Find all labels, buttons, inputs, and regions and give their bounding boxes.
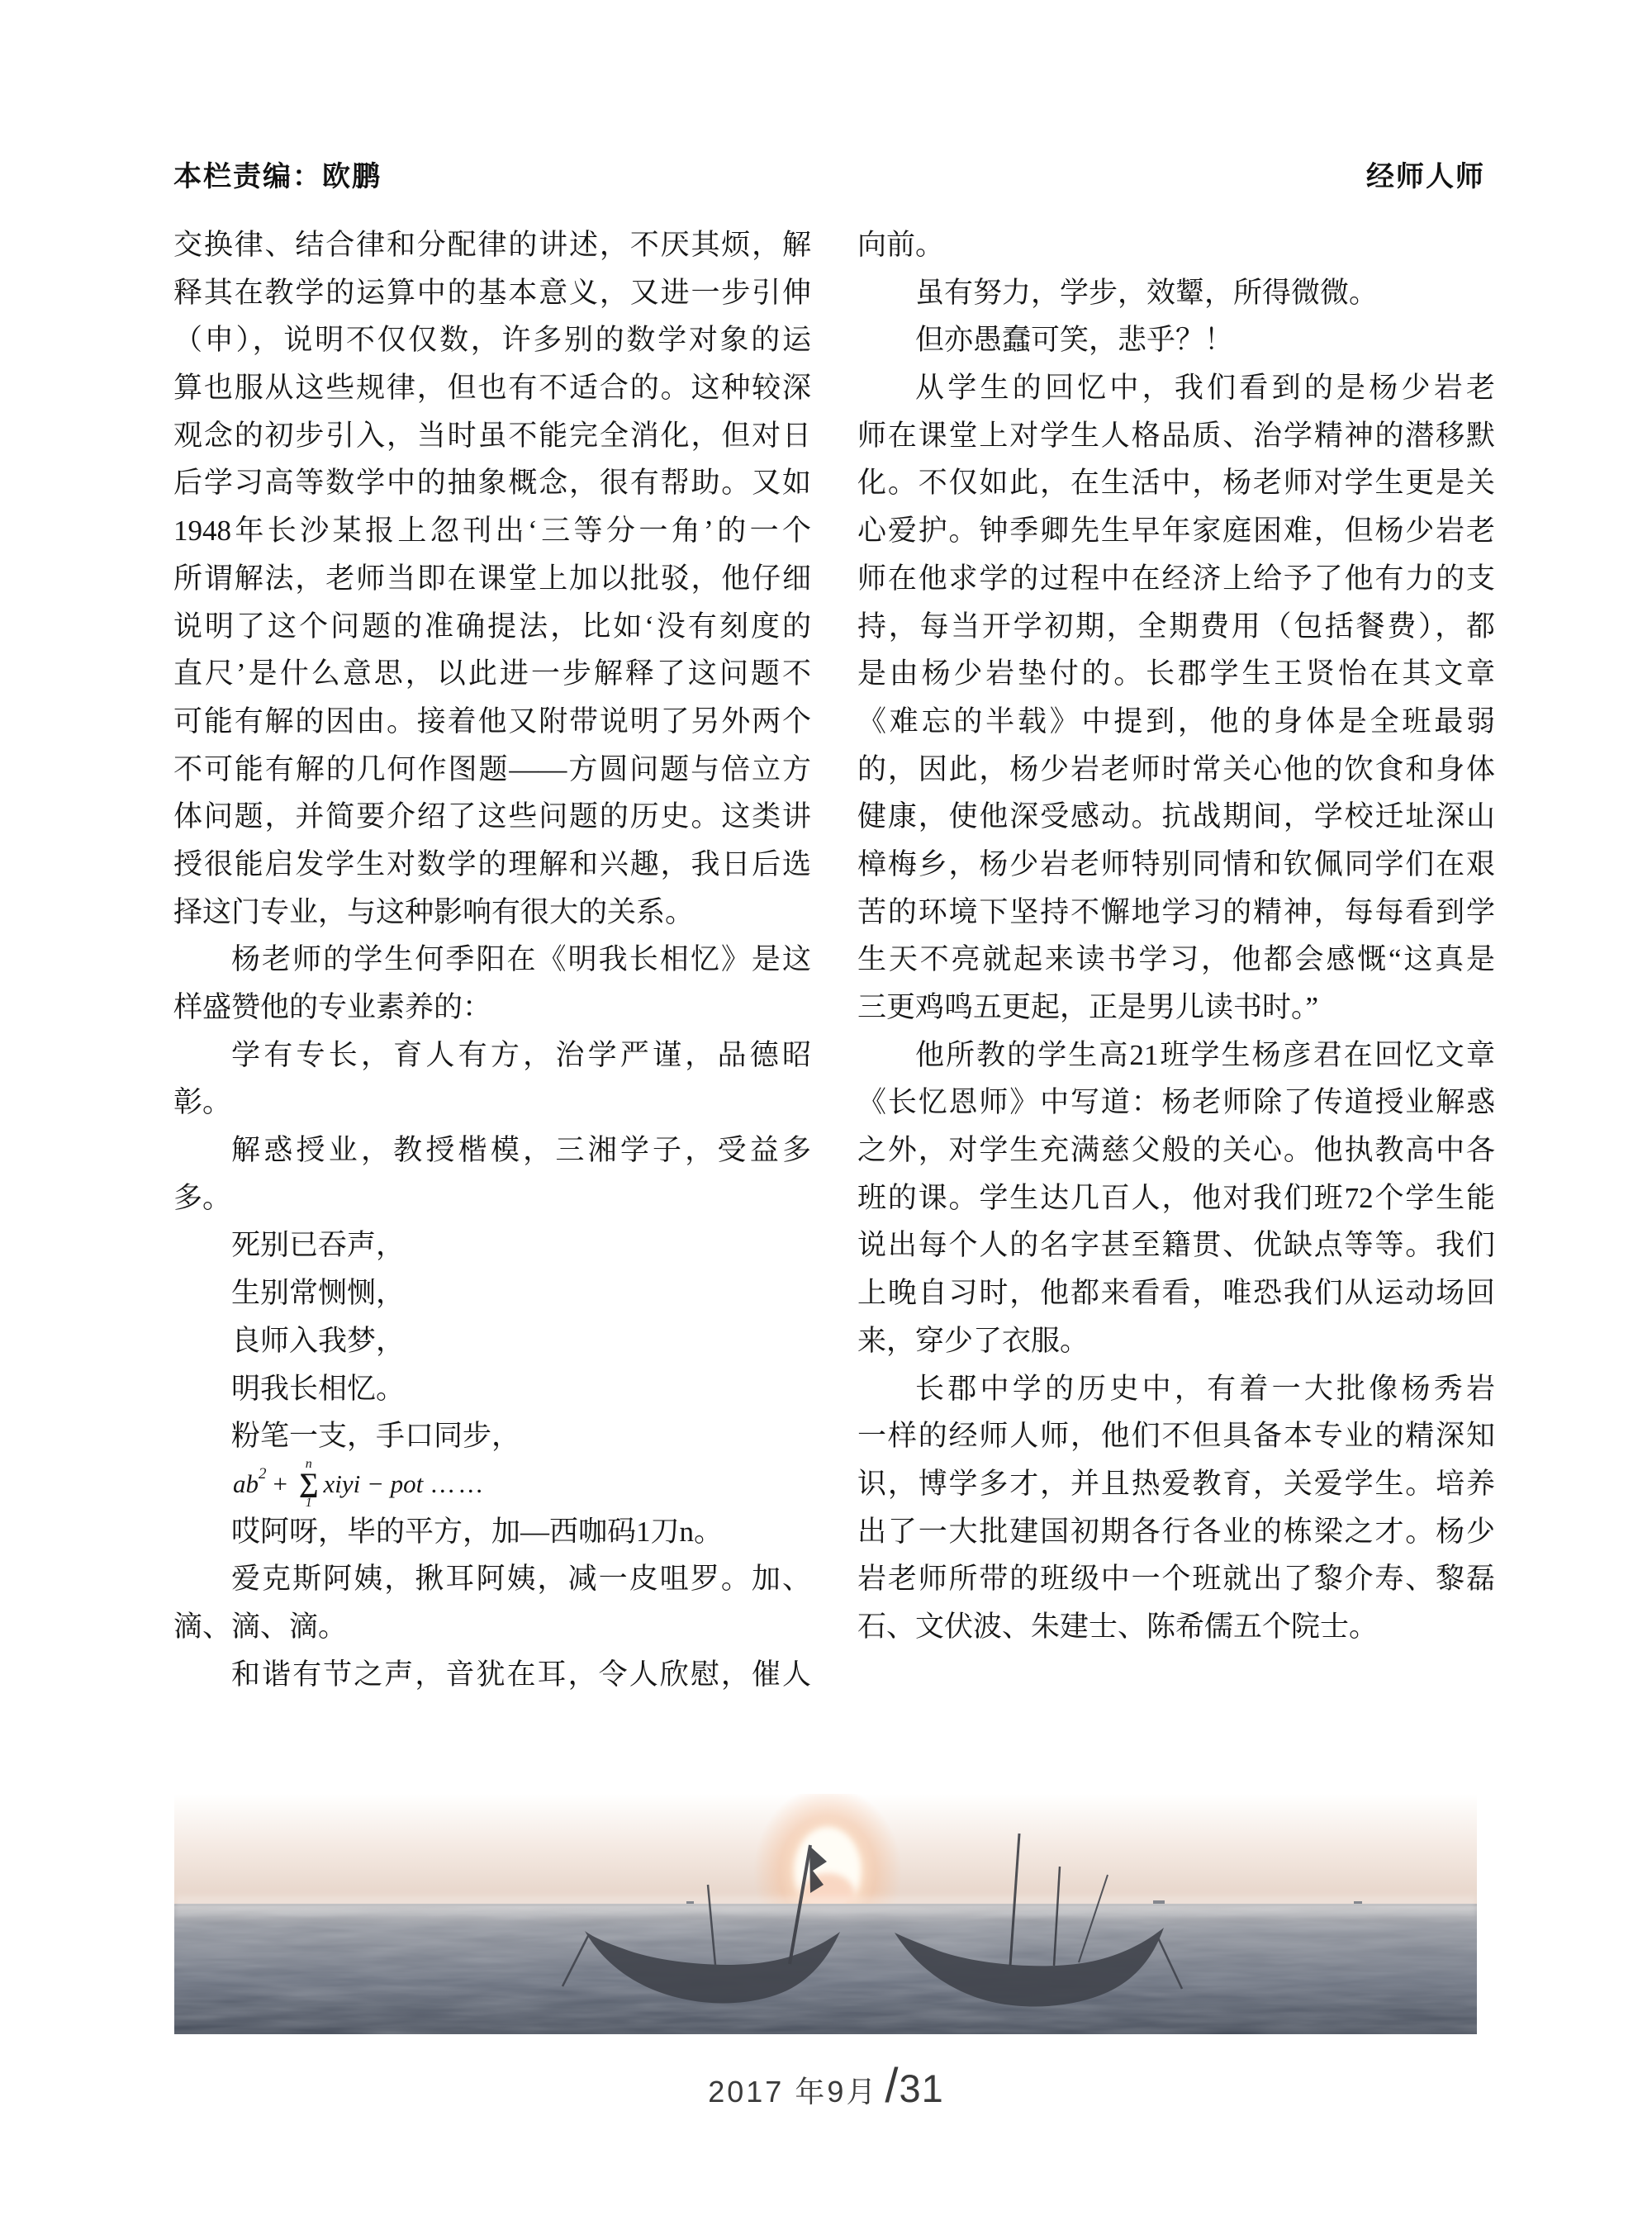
text-line: 一样的经师人师，他们不但具备本专业的精深知 (857, 1420, 1495, 1453)
footer-separator: / (885, 2059, 899, 2113)
text-line: 是由杨少岩垫付的。长郡学生王贤怡在其文章 (857, 657, 1495, 690)
text-line: 心爱护。钟季卿先生早年家庭困难，但杨少岩老 (857, 515, 1495, 548)
text-line: 直尺’是什么意思，以此进一步解释了这问题不 (173, 657, 811, 690)
text-line: 长郡中学的历史中，有着一大批像杨秀岩 (915, 1372, 1495, 1405)
text-line: 出了一大批建国初期各行各业的栋梁之才。杨少 (857, 1515, 1495, 1548)
formula-ellipsis: …… (430, 1468, 487, 1498)
page-footer (0, 2058, 1652, 2114)
text-line: 粉笔一支，手口同步， (231, 1420, 521, 1453)
text-line: 释其在教学的运算中的基本意义，又进一步引伸 (173, 276, 811, 309)
formula-term: xiyi − pot (323, 1468, 424, 1498)
text-line: （申），说明不仅仅数，许多别的数学对象的运 (173, 324, 811, 357)
text-line: 来，穿少了衣服。 (857, 1324, 1089, 1357)
sunset-boats-photo-graphic (174, 1794, 1477, 2034)
text-line: 择这门专业，与这种影响有很大的关系。 (173, 895, 695, 928)
text-line: 爱克斯阿姨，揪耳阿姨，减一皮咀罗。加、 (231, 1563, 811, 1596)
text-line: 可能有解的因由。接着他又附带说明了另外两个 (173, 705, 811, 738)
text-line: 生天不亮就起来读书学习，他都会感慨“这真是 (857, 943, 1495, 976)
text-line: 从学生的回忆中，我们看到的是杨少岩老 (915, 372, 1495, 405)
text-line: 和谐有节之声，音犹在耳，令人欣慰，催人 (231, 1658, 811, 1691)
text-line: 上晚自习时，他都来看看，唯恐我们从运动场回 (857, 1277, 1495, 1310)
footer-page-number: 31 (899, 2066, 944, 2110)
text-line: 死别已吞声， (231, 1229, 406, 1262)
text-line: 健康，使他深受感动。抗战期间，学校迁址深山 (857, 800, 1495, 833)
text-line: 所谓解法，老师当即在课堂上加以批驳，他仔细 (173, 562, 811, 595)
footer-date: 2017 年9月 (708, 2075, 879, 2109)
column-editor-label: 本栏责编：欧鹏 (173, 161, 382, 192)
formula-operator: + (273, 1468, 287, 1498)
text-line: 三更鸡鸣五更起，正是男儿读书时。” (857, 991, 1319, 1023)
text-line: 岩老师所带的班级中一个班就出了黎介寿、黎磊 (857, 1563, 1495, 1596)
text-line: 虽有努力，学步，效颦，所得微微。 (915, 276, 1379, 309)
sunset-boats-photo (174, 1794, 1477, 2034)
text-line: 班的课。学生达几百人，他对我们班72个学生能 (857, 1181, 1495, 1214)
text-line: 良师入我梦， (231, 1324, 406, 1357)
text-line: 不可能有解的几何作图题——方圆问题与倍立方 (173, 752, 811, 785)
text-line: 学有专长，育人有方，治学严谨，品德昭 (231, 1038, 811, 1071)
text-line: 《长忆恩师》中写道：杨老师除了传道授业解惑 (857, 1086, 1495, 1119)
text-line: 《难忘的半载》中提到，他的身体是全班最弱 (857, 705, 1495, 738)
text-line: 滴、滴、滴。 (173, 1610, 348, 1643)
text-line: 1948年长沙某报上忽刊出‘三等分一角’的一个 (173, 515, 811, 548)
text-line: 多。 (173, 1181, 232, 1214)
text-line: 后学习高等数学中的抽象概念，很有帮助。又如 (173, 467, 811, 500)
text-line: 观念的初步引入，当时虽不能完全消化，但对日 (173, 419, 811, 452)
sea-foam-texture (174, 1906, 1477, 2034)
text-line: 但亦愚蠢可笑，悲乎？！ (915, 324, 1234, 357)
left-column (173, 221, 811, 1698)
text-line: 之外，对学生充满慈父般的关心。他执教高中各 (857, 1134, 1495, 1167)
text-line: 哎阿呀，毕的平方，加—西咖码1刀n。 (231, 1515, 724, 1548)
sigma-symbol (299, 1458, 319, 1510)
text-line: 樟梅乡，杨少岩老师特别同情和钦佩同学们在艰 (857, 847, 1495, 880)
formula-exponent: 2 (259, 1464, 267, 1483)
text-line: 交换律、结合律和分配律的讲述，不厌其烦，解 (173, 229, 811, 261)
text-line: 杨老师的学生何季阳在《明我长相忆》是这 (231, 943, 811, 976)
text-line: 化。不仅如此，在生活中，杨老师对学生更是关 (857, 467, 1495, 500)
text-line: 样盛赞他的专业素养的： (173, 991, 492, 1023)
text-line: 解惑授业，教授楷模，三湘学子，受益多 (231, 1134, 811, 1167)
sigma-lower-limit: 1 (305, 1496, 312, 1511)
text-line: 说明了这个问题的准确提法，比如‘没有刻度的 (173, 610, 811, 643)
text-line: 向前。 (857, 229, 945, 261)
text-line: 体问题，并简要介绍了这些问题的历史。这类讲 (173, 800, 811, 833)
section-title: 经师人师 (1366, 161, 1485, 192)
text-line: 苦的环境下坚持不懈地学习的精神，每每看到学 (857, 895, 1495, 928)
page-header (173, 154, 1485, 194)
text-line: 师在他求学的过程中在经济上给予了他有力的支 (857, 562, 1495, 595)
text-line: 生别常恻恻， (231, 1277, 406, 1310)
right-column (857, 221, 1495, 1651)
text-line: 的，因此，杨少岩老师时常关心他的饮食和身体 (857, 752, 1495, 785)
text-line: 他所教的学生高21班学生杨彦君在回忆文章 (915, 1038, 1495, 1071)
sigma-glyph: ∑ (298, 1468, 319, 1499)
formula-line (173, 1457, 811, 1511)
text-line: 说出每个人的名字甚至籍贯、优缺点等等。我们 (857, 1229, 1495, 1262)
formula-term: ab (233, 1468, 259, 1498)
text-line: 彰。 (173, 1086, 232, 1119)
text-line: 授很能启发学生对数学的理解和兴趣，我日后选 (173, 847, 811, 880)
text-line: 石、文伏波、朱建士、陈希儒五个院士。 (857, 1610, 1379, 1643)
text-line: 算也服从这些规律，但也有不适合的。这种较深 (173, 372, 811, 405)
text-line: 持，每当开学初期，全期费用（包括餐费），都 (857, 610, 1495, 643)
sigma-upper-limit: n (305, 1457, 312, 1472)
text-line: 师在课堂上对学生人格品质、治学精神的潜移默 (857, 419, 1495, 452)
text-line: 明我长相忆。 (231, 1372, 406, 1405)
text-line: 识，博学多才，并且热爱教育，关爱学生。培养 (857, 1467, 1495, 1500)
